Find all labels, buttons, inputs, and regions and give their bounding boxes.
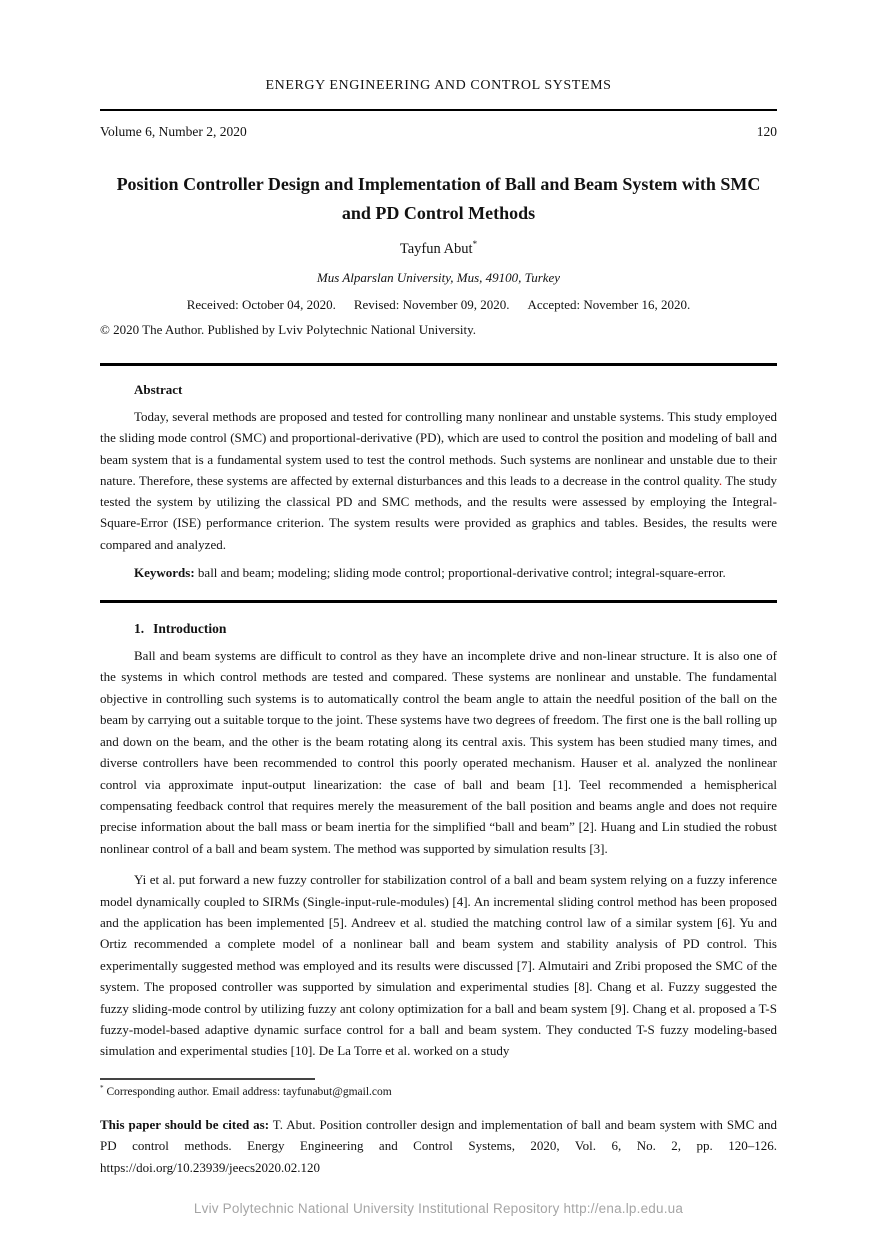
abstract-bottom-rule [100,600,777,603]
footnote-text: Corresponding author. Email address: tayfunabut@gmail.com [103,1085,392,1098]
dates-line [100,297,777,313]
corresponding-author-footnote [100,1083,777,1098]
header-rule [100,109,777,111]
article-title: Position Controller Design and Implementation of Ball and Beam System with SMC and PD Control Methods [116,174,761,223]
volume-row [100,124,777,140]
footnote-mark: * [100,1083,104,1092]
keywords-line [100,565,777,581]
author-affiliation: Mus Alparslan University, Mus, 49100, Turkey [316,270,561,285]
received-date: Received: October 04, 2020. [186,297,336,312]
repository-footer: Lviv Polytechnic National University Institutional Repository http://ena.lp.edu.ua [193,1201,684,1216]
author-line [100,241,777,258]
page-number: 120 [756,124,777,139]
section-title: Introduction [153,621,227,637]
author-corresponding-mark: * [472,239,478,250]
abstract-paragraph [100,406,777,555]
abstract-heading: Abstract [134,382,183,397]
accepted-date: Accepted: November 16, 2020. [527,297,691,312]
introduction-paragraph-1: Ball and beam systems are difficult to control as they have an incomplete drive and non-linear structure. It is also one of the systems in which control methods are tested and compared. These systems are nonlinear and unstable. The fundamental objective in controlling such systems is to automatically control the beam angle to attain the needful position of the ball on the beam by carrying out a suitable torque to the joint. These systems have two degrees of freedom. The first one is the ball rolling up and down on the beam, and the other is the beam rotating along its central axis. This system has been studied many times, and diverse controllers have been recommended to control this poorly operated mechanism. Hauser et al. analyzed the nonlinear control via approximate input-output linearization: the case of ball and beam [1]. Teel recommended a hemispherical compensating feedback control that requires merely the measurement of the ball position and beams angle and does not require precise information about the ball mass or beam inertia for the simplified “ball and beam” [2]. Huang and Lin studied the robust nonlinear control of a ball and beam system. The method was supported by simulation results [3]. [100,648,777,856]
abstract-text-part2: The study tested the system by utilizing the classical PD and SMC methods, and the results were assessed by employing the Integral-Square-Error (ISE) performance criterion. The system results were provided as graphics and tables. Besides, the results were compared and analyzed. [100,472,778,552]
abstract-red-period: . [718,472,723,488]
footnote-separator-rule [100,1078,315,1080]
keywords-text: ball and beam; modeling; sliding mode control; proportional-derivative control; integral-square-error. [194,565,726,581]
copyright-line: © 2020 The Author. Published by Lviv Polytechnic National University. [100,322,477,337]
author-name: Tayfun Abut [399,241,473,257]
volume-issue-label: Volume 6, Number 2, 2020 [100,124,247,139]
citation-text: T. Abut. Position controller design and implementation of ball and beam system with SMC and PD control methods. Energy Engineering and Control Systems, 2020, Vol. 6, No. 2, pp. 120–126. https://doi.org/10.23939/jeecs2020.02.120 [100,1116,778,1175]
citation-paragraph [100,1114,777,1179]
abstract-text-part1: Today, several methods are proposed and tested for controlling many nonlinear and unstable systems. This study employed the sliding mode control (SMC) and proportional-derivative (PD), which are used to control the position and modeling of ball and beam system that is a fundamental system used to test the control methods. Such systems are nonlinear and unstable due to their nature. Therefore, these systems are affected by external disturbances and this leads to a decrease in the control quality [100,409,777,488]
citation-label: This paper should be cited as: [100,1116,270,1132]
revised-date: Revised: November 09, 2020. [353,297,510,312]
journal-title: ENERGY ENGINEERING AND CONTROL SYSTEMS [265,78,612,93]
keywords-label: Keywords: [134,565,195,581]
introduction-paragraph-2: Yi et al. put forward a new fuzzy controller for stabilization control of a ball and beam system relying on a fuzzy inference model dynamically coupled to SIRMs (Single-input-rule-modules) [4]. An incremental sliding control method has been proposed and the application has been implemented [5]. Andreev et al. studied the matching control law of a similar system [6]. Yu and Ortiz recommended a complete model of a nonlinear ball and beam system and stability analysis of PD control. This experimentally suggested method was employed and its results were discussed [7]. Almutairi and Zribi proposed the SMC of the system. The proposed controller was supported by simulation and experimental studies [8]. Chang et al. Fuzzy suggested the fuzzy sliding-mode control by utilizing fuzzy ant colony optimization for a ball and beam system [9]. Chang et al. proposed a T-S fuzzy-model-based adaptive dynamic surface control for a ball and beam system. They conducted T-S fuzzy modeling-based simulation and experimental studies [10]. De La Torre et al. worked on a study [100,872,777,1059]
introduction-heading [100,621,777,637]
section-number: 1. [134,621,145,637]
abstract-top-rule [100,363,777,366]
